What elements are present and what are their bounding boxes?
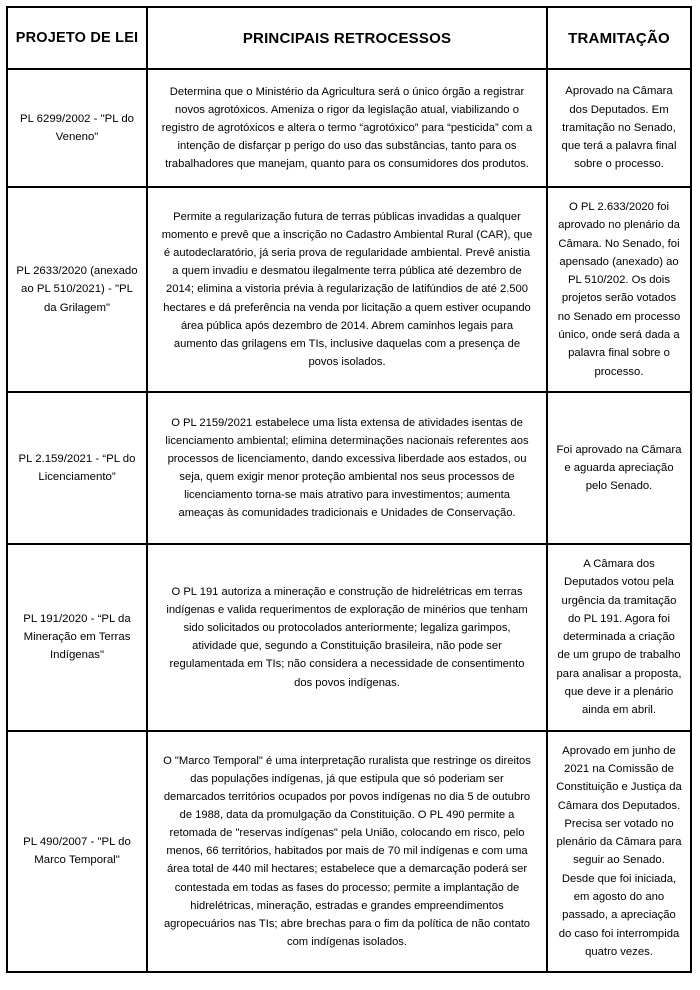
retrocessos-text: Permite a regularização futura de terras públicas invadidas a qualquer momento e prevê que a inscrição no Cadastro Ambiental Rural (CAR), que é autodeclaratório, já seria prova de regularidade ambiental. Prevê anistia a quem invadiu e desmatou ilegalmente terra pública até dezembro de 2014; elimina a vistoria prévia à regularização de latifúndios de até 2.500 hectares e dá preferência na venda por licitação a quem estiver ocupando área pública após dezembro de 2014. Abrem caminhos legais para aumento das grilagens em TIs, inclusive daquelas com a presença de povos isolados. [161, 210, 533, 368]
retrocessos-text: O PL 2159/2021 estabelece uma lista extensa de atividades isentas de licenciamento ambiental; elimina determinações nacionais referentes aos processos de licenciamento, dando excessiva liberdade aos estados, ou seja, quem exigir menor proteção ambiental nos seus processos de licenciamento torna-se mais atrativo para investimentos; aumenta ameaças às comunidades tradicionais e Unidades de Conservação. [165, 416, 529, 520]
legislation-table [6, 6, 692, 973]
table-row [7, 731, 691, 973]
header-row [7, 7, 691, 69]
projeto-text: PL 2.159/2021 - “PL do Licenciamento” [18, 452, 136, 483]
cell-retrocessos [147, 187, 547, 392]
tramitacao-text: Aprovado na Câmara dos Deputados. Em tramitação no Senado, que terá a palavra final sobre o processo. [561, 85, 677, 171]
cell-retrocessos [147, 544, 547, 731]
column-header-principais-retrocessos: PRINCIPAIS RETROCESSOS [147, 7, 547, 69]
projeto-text: PL 490/2007 - "PL do Marco Temporal" [23, 836, 131, 867]
table-header [7, 7, 691, 69]
tramitacao-text: Foi aprovado na Câmara e aguarda apreciação pelo Senado. [556, 443, 682, 493]
retrocessos-text: O PL 191 autoriza a mineração e construção de hidrelétricas em terras indígenas e valida requerimentos de exploração de minérios que tenham sido solicitados ou protocolados anteriormente; legaliza garimpos, atividade que, segundo a Constituição brasileira, não pode ser regulamentada em TIs; não considera a necessidade de consentimento dos povos indígenas. [166, 585, 528, 689]
projeto-text: PL 191/2020 - “PL da Mineração em Terras Indígenas" [23, 612, 131, 662]
column-header-projeto-de-lei: PROJETO DE LEI [7, 7, 147, 69]
cell-retrocessos [147, 69, 547, 187]
tramitacao-text: Aprovado em junho de 2021 na Comissão de Constituição e Justiça da Câmara dos Deputados. Precisa ser votado no plenário da Câmara para seguir ao Senado. Desde que foi iniciada, em agosto do ano passado, a apreciação do caso foi interrompida quatro vezes. [556, 744, 682, 958]
cell-projeto [7, 187, 147, 392]
projeto-text: PL 2633/2020 (anexado ao PL 510/2021) - "PL da Grilagem" [16, 265, 138, 314]
table-row [7, 392, 691, 544]
cell-projeto [7, 544, 147, 731]
projeto-text: PL 6299/2002 - "PL do Veneno" [19, 112, 135, 143]
table-row [7, 544, 691, 731]
tramitacao-text: O PL 2.633/2020 foi aprovado no plenário da Câmara. No Senado, foi apensado (anexado) ao PL 510/202. Os dois projetos serão votados no Senado em processo único, onde será dada a palavra final sobre o processo. [557, 201, 681, 378]
cell-projeto [7, 731, 147, 973]
table-row [7, 187, 691, 392]
cell-tramitacao [547, 187, 691, 392]
table-body [7, 69, 691, 972]
cell-retrocessos [147, 731, 547, 973]
column-header-tramitacao: TRAMITAÇÃO [547, 7, 691, 69]
cell-tramitacao [547, 392, 691, 544]
cell-retrocessos [147, 392, 547, 544]
cell-tramitacao [547, 731, 691, 973]
table-container [6, 6, 690, 973]
retrocessos-text: Determina que o Ministério da Agricultura será o único órgão a registrar novos agrotóxicos. Ameniza o rigor da legislação atual, viabilizando o registro de agrotóxicos e altera o termo “agrotóxico” para “pesticida” com a intenção de disfarçar p perigo do uso das substâncias, tanto para os trabalhadores que manejam, quanto para os consumidores dos produtos. [161, 85, 533, 171]
cell-projeto [7, 392, 147, 544]
table-row [7, 69, 691, 187]
cell-tramitacao [547, 544, 691, 731]
retrocessos-text: O "Marco Temporal" é uma interpretação ruralista que restringe os direitos das populações indígenas, já que estipula que só poderiam ser demarcados territórios ocupados por povos indígenas no dia 5 de outubro de 1988, data da promulgação da Constituição. O PL 490 permite a retomada de "reservas indígenas" pela União, colocando em risco, pelo menos, 66 territórios, habitados por mais de 70 mil indígenas e com uma área total de 440 mil hectares; estabelece que a demarcação poderá ser contestada em todas as fases do processo; permite a implantação de hidrelétricas, mineração, estradas e grandes empreendimentos agropecuários nas TIs; abre brechas para o fim da política de não contato com indígenas isolados. [163, 754, 531, 949]
tramitacao-text: A Câmara dos Deputados votou pela urgência da tramitação do PL 191. Agora foi determinada a criação de um grupo de trabalho para analisar a proposta, que deve ir a plenário ainda em abril. [556, 557, 682, 717]
cell-tramitacao [547, 69, 691, 187]
cell-projeto [7, 69, 147, 187]
